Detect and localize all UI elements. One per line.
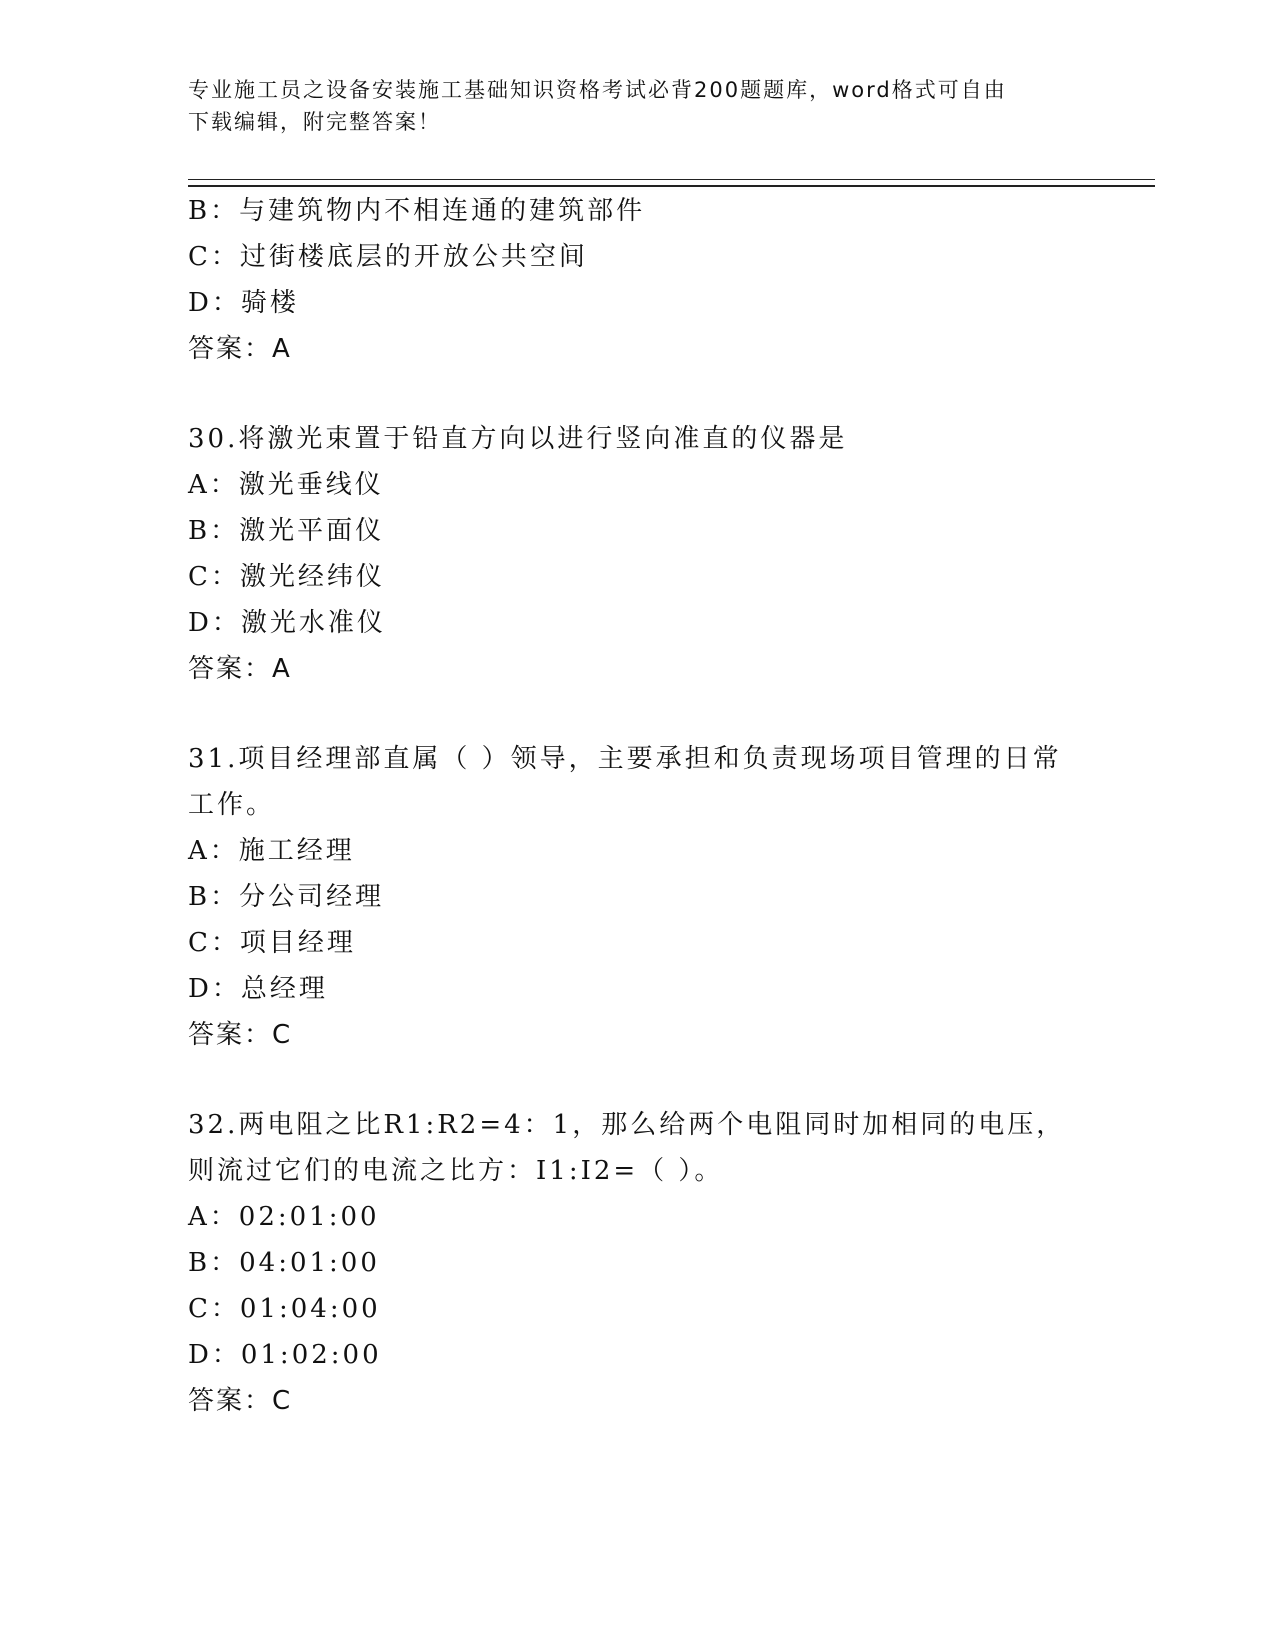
option-b: B：04:01:00 — [188, 1248, 380, 1278]
option-d: D：01:02:00 — [188, 1340, 382, 1370]
question-stem: 30.将激光束置于铅直方向以进行竖向准直的仪器是 — [188, 424, 848, 454]
option-b: B：与建筑物内不相连通的建筑部件 — [188, 196, 646, 226]
option-a: A：施工经理 — [188, 836, 355, 866]
option-d: D：激光水准仪 — [188, 608, 386, 638]
question-stem: 31.项目经理部直属（ ）领导，主要承担和负责现场项目管理的日常工作。 — [188, 744, 1062, 820]
option-c: C：01:04:00 — [188, 1294, 381, 1324]
option-b: B：激光平面仪 — [188, 516, 385, 546]
question-30 — [188, 416, 1088, 692]
answer: 答案：C — [188, 1020, 293, 1050]
option-b: B：分公司经理 — [188, 882, 385, 912]
question-stem: 32.两电阻之比R1:R2=4：1，那么给两个电阻同时加相同的电压，则流过它们的电流之比方：I1:I2=（ ）。 — [188, 1110, 1066, 1186]
answer: 答案：A — [188, 654, 292, 684]
option-c: C：过街楼底层的开放公共空间 — [188, 242, 588, 272]
answer: 答案：C — [188, 1386, 293, 1416]
page-header — [188, 74, 1068, 138]
question-32 — [188, 1102, 1088, 1424]
header-divider — [188, 179, 1155, 187]
option-c: C：激光经纬仪 — [188, 562, 385, 592]
question-31 — [188, 736, 1088, 1058]
document-title-line-1: 专业施工员之设备安装施工基础知识资格考试必背200题题库，word格式可自由 — [188, 78, 1007, 102]
document-title-line-2: 下载编辑，附完整答案！ — [188, 110, 441, 134]
answer: 答案：A — [188, 334, 292, 364]
partial-question — [188, 188, 1088, 372]
option-c: C：项目经理 — [188, 928, 356, 958]
document-body — [188, 188, 1088, 1424]
option-d: D：骑楼 — [188, 288, 299, 318]
option-a: A：激光垂线仪 — [188, 470, 384, 500]
option-d: D：总经理 — [188, 974, 328, 1004]
option-a: A：02:01:00 — [188, 1202, 380, 1232]
